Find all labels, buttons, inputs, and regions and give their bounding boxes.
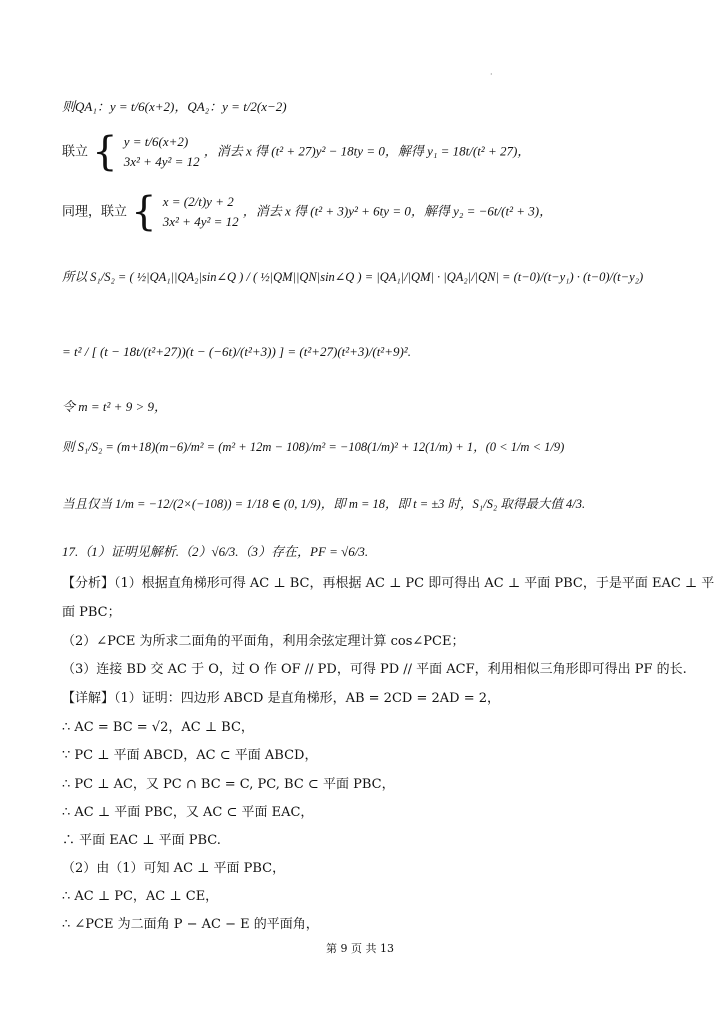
system-1-eq-b: 3x² + 4y² = 12 — [123, 154, 200, 169]
line-quadratic-form: 则 S₁/S₂ = (m+18)(m−6)/m² = (m² + 12m − 108)/m² = −108(1/m)² + 12(1/m) + 1，(0 < 1/m < 1/9) — [62, 440, 565, 454]
line-qa-equations: 则QA₁：y = t/6(x+2)，QA₂：y = t/2(x−2) — [62, 99, 287, 114]
line-analysis-2: （2）∠PCE 为所求二面角的平面角，利用余弦定理计算 cos∠PCE； — [62, 634, 465, 649]
line-detail-4: ∴ PC ⊥ AC，又 PC ∩ BC = C, PC, BC ⊂ 平面 PBC， — [62, 777, 395, 792]
line-detail-8: ∴ AC ⊥ PC，AC ⊥ CE， — [62, 889, 219, 904]
line-analysis-3: （3）连接 BD 交 AC 于 O，过 O 作 OF // PD，可得 PD // 平面 ACF，利用相似三角形即可得出 PF 的长. — [62, 662, 687, 677]
line-system-1-rest: ，消去 x 得 (t² + 27)y² − 18ty = 0，解得 y₁ = 18t/(t² + 27)， — [203, 143, 531, 159]
page-footer: 第 9 页 共 13 — [326, 942, 394, 955]
brace-symbol: { — [131, 189, 157, 235]
line-maximum: 当且仅当 1/m = −12/(2×(−108)) = 1/18 ∈ (0, 1/9)，即 m = 18，即 t = ±3 时，S₁/S₂ 取得最大值 4/3. — [62, 497, 586, 511]
line-detail-6: ∴ 平面 EAC ⊥ 平面 PBC. — [62, 833, 221, 848]
line-detail-5: ∴ AC ⊥ 平面 PBC，又 AC ⊂ 平面 EAC， — [62, 805, 314, 820]
line-answer-17: 17.（1）证明见解析.（2）√6/3.（3）存在，PF = √6/3. — [62, 544, 369, 559]
line-ratio-simplified: = t² / [ (t − 18t/(t²+27))(t − (−6t)/(t²+3)) ] = (t²+27)(t²+3)/(t²+9)². — [62, 344, 411, 359]
system-2-eq-a: x = (2/t)y + 2 — [162, 194, 234, 209]
stray-dot: · — [490, 70, 493, 79]
line-detail-1: 【详解】（1）证明：四边形 ABCD 是直角梯形，AB = 2CD = 2AD = 2， — [62, 691, 500, 706]
line-substitution: 令 m = t² + 9 > 9， — [62, 399, 167, 414]
line-detail-9: ∴ ∠PCE 为二面角 P − AC − E 的平面角， — [62, 917, 319, 932]
line-system-1-prefix: 联立 — [62, 144, 89, 160]
line-system-2-rest: ，消去 x 得 (t² + 3)y² + 6ty = 0，解得 y₂ = −6t/(t² + 3)， — [242, 203, 553, 219]
line-system-1 — [62, 129, 531, 175]
line-detail-7: （2）由（1）可知 AC ⊥ 平面 PBC， — [62, 861, 286, 876]
line-detail-2: ∴ AC = BC = √2，AC ⊥ BC， — [62, 720, 254, 735]
line-analysis-1: 【分析】（1）根据直角梯形可得 AC ⊥ BC，再根据 AC ⊥ PC 即可得出 AC ⊥ 平面 PBC，于是平面 EAC ⊥ 平 — [62, 576, 715, 591]
line-area-ratio: 所以 S₁/S₂ = ( ½|QA₁||QA₂|sin∠Q ) / ( ½|QM||QN|sin∠Q ) = |QA₁|/|QM| · |QA₂|/|QN| = (t−0)/(t−y₁) · (t−0)/(t−y₂) — [62, 270, 644, 284]
system-2-eq-b: 3x² + 4y² = 12 — [162, 214, 239, 229]
line-detail-3: ∵ PC ⊥ 平面 ABCD，AC ⊂ 平面 ABCD， — [62, 748, 318, 763]
system-1-eq-a: y = t/6(x+2) — [123, 134, 189, 149]
line-system-2-prefix: 同理，联立 — [62, 204, 128, 220]
line-system-2 — [62, 189, 553, 235]
line-analysis-1-cont: 面 PBC； — [62, 605, 121, 620]
system-2-equations — [163, 192, 239, 232]
brace-symbol: { — [92, 129, 118, 175]
system-1-equations — [124, 132, 200, 172]
